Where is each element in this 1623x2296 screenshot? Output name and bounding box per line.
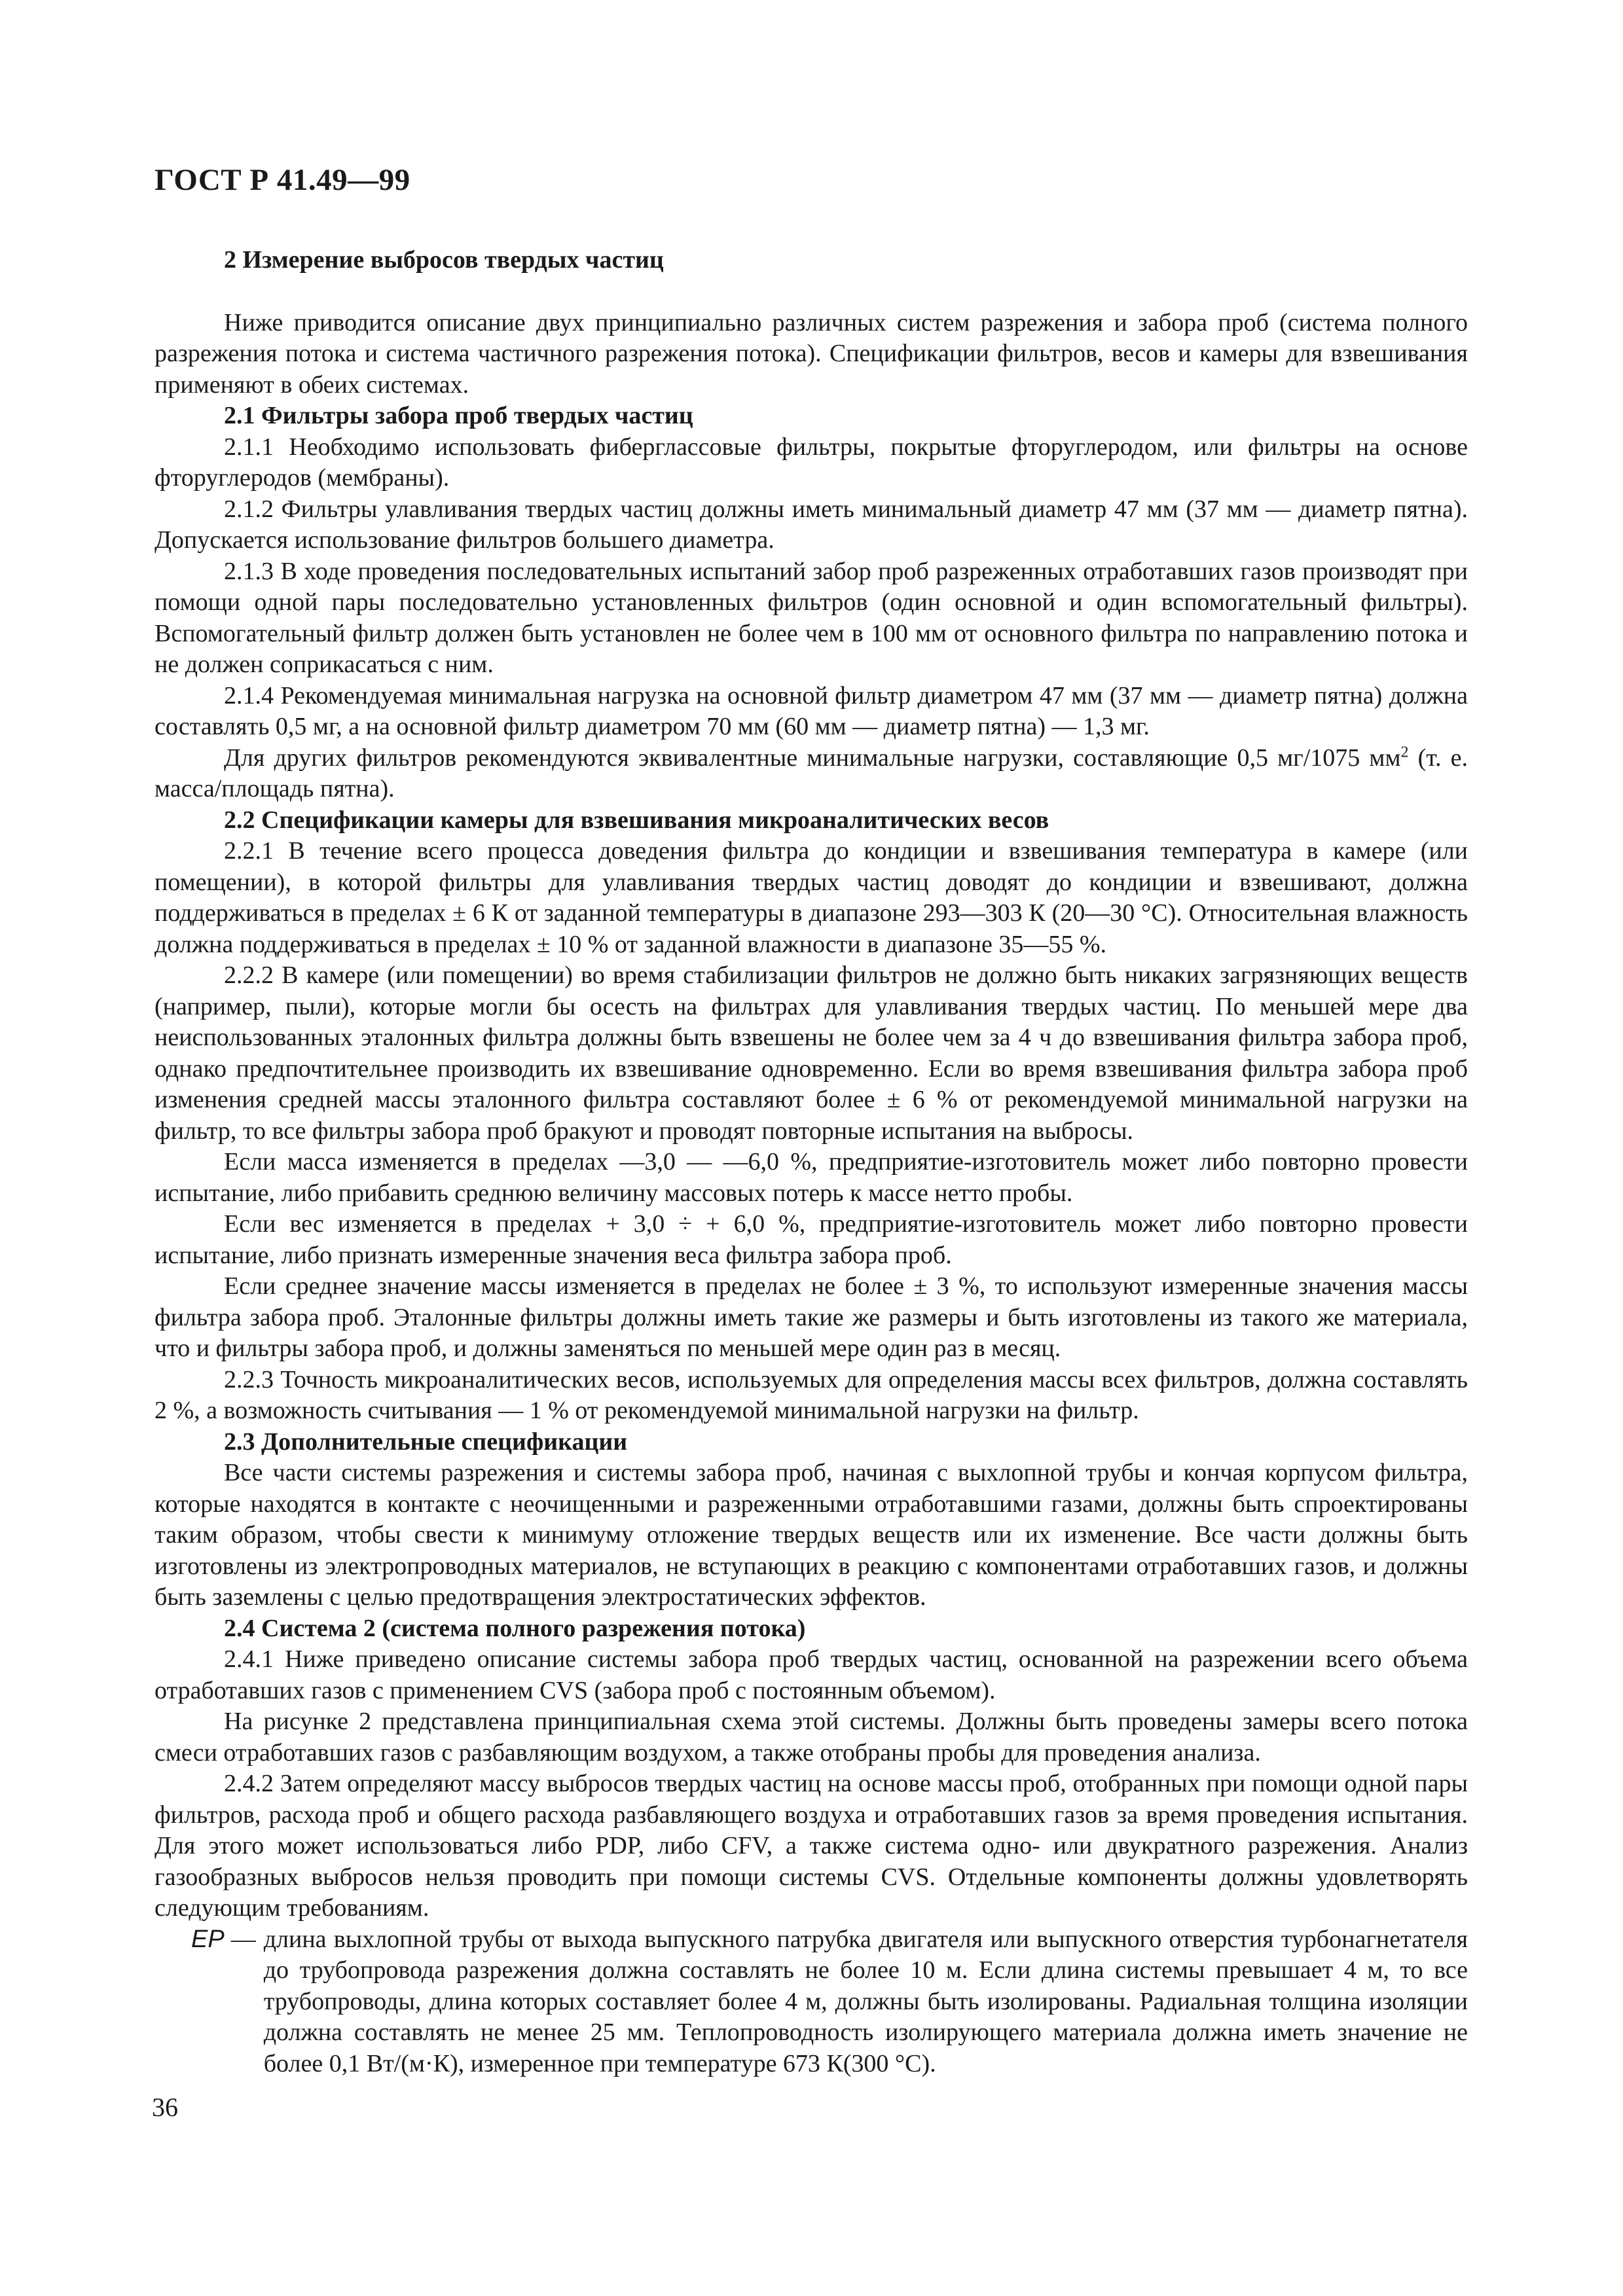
paragraph-other-filters (155, 743, 1468, 805)
subsection-title-2-1: 2.1 Фильтры забора проб твердых частиц (224, 402, 693, 429)
paragraph-average-mass: Если среднее значение массы изменяется в пределах не более ± 3 %, то используют измеренные значения массы фильтра забора проб. Эталонные фильтры должны иметь такие же размеры и быть изготовлены из такого же материала, что и фильтры забора проб, и должны заменяться по меньшей мере один раз в месяц. (155, 1272, 1468, 1362)
paragraph-2-1-4: 2.1.4 Рекомендуемая минимальная нагрузка на основной фильтр диаметром 47 мм (37 мм — диаметр пятна) должна составлять 0,5 мг, а на основной фильтр диаметром 70 мм (60 мм — диаметр пятна) — 1,3 мг. (155, 681, 1468, 740)
paragraph-weight-change: Если вес изменяется в пределах + 3,0 ÷ + 6,0 %, предприятие-изготовитель может либо повторно провести испытание, либо признать измеренные значения веса фильтра забора проб. (155, 1210, 1468, 1269)
paragraph-2-3: Все части системы разрежения и системы забора проб, начиная с выхлопной трубы и кончая корпусом фильтра, которые находятся в контакте с неочищенными и разреженными отработавшими газами, должны быть спроектированы таким образом, чтобы свести к минимуму отложение твердых веществ или их изменение. Все части должны быть изготовлены из электропроводных материалов, не вступающих в реакцию с компонентами отработавших газов, и должны быть заземлены с целью предотвращения электростатических эффектов. (155, 1459, 1468, 1611)
ep-definition (155, 1924, 1468, 2080)
paragraph-mass-change: Если масса изменяется в пределах —3,0 — —6,0 %, предприятие-изготовитель может либо повторно провести испытание, либо прибавить среднюю величину массовых потерь к массе нетто пробы. (155, 1148, 1468, 1207)
paragraph-2-2-1: 2.2.1 В течение всего процесса доведения фильтра до кондиции и взвешивания температура в камере (или помещении), в которой фильтры для улавливания твердых частиц доводят до кондиции и взвешивают, должна поддерживаться в пределах ± 6 К от заданной температуры в диапазоне 293—303 К (20—30 °С). Относительная влажность должна поддерживаться в пределах ± 10 % от заданной влажности в диапазоне 35—55 %. (155, 837, 1468, 958)
subsection-title-2-3: 2.3 Дополнительные спецификации (224, 1427, 628, 1456)
document-header: ГОСТ Р 41.49—99 (155, 163, 410, 197)
paragraph-2-2-2: 2.2.2 В камере (или помещении) во время стабилизации фильтров не должно быть никаких загрязняющих веществ (например, пыли), которые могли бы осесть на фильтрах для улавливания твердых частиц. По меньшей мере два неиспользованных эталонных фильтра должны быть взвешены не более чем за 4 ч до взвешивания фильтра забора проб, однако предпочтительнее производить их взвешивание одновременно. Если во время взвешивания фильтра забора проб изменения средней массы эталонного фильтра составляют более ± 6 % от рекомендуемой минимальной нагрузки на фильтр, то все фильтры забора проб бракуют и проводят повторные испытания на выбросы. (155, 961, 1468, 1145)
document-body (155, 245, 1468, 2079)
page-number: 36 (152, 2092, 178, 2122)
subsection-title-2-2: 2.2 Спецификации камеры для взвешивания микроаналитических весов (224, 806, 1049, 834)
ep-term: EP (191, 1925, 225, 1953)
paragraph-2-4-2: 2.4.2 Затем определяют массу выбросов твердых частиц на основе массы проб, отобранных при помощи одной пары фильтров, расхода проб и общего расхода разбавляющего воздуха и отработавших газов за время проведения испытания. Для этого может использоваться либо PDP, либо CFV, а также система одно- или двукратного разрежения. Анализ газообразных выбросов нельзя проводить при помощи системы CVS. Отдельные компоненты должны удовлетворять следующим требованиям. (155, 1770, 1468, 1922)
intro-paragraph: Ниже приводится описание двух принципиально различных систем разрежения и забора проб (система полного разрежения потока и система частичного разрежения потока). Спецификации фильтров, весов и камеры для взвешивания применяют в обеих системах. (155, 308, 1468, 399)
paragraph-2-1-2: 2.1.2 Фильтры улавливания твердых частиц должны иметь минимальный диаметр 47 мм (37 мм — диаметр пятна). Допускается использование фильтров большего диаметра. (155, 495, 1468, 554)
ep-dash: — (230, 1925, 256, 1953)
paragraph-figure-2: На рисунке 2 представлена принципиальная схема этой системы. Должны быть проведены замеры всего потока смеси отработавших газов с разбавляющим воздухом, а также отобраны пробы для проведения анализа. (155, 1708, 1468, 1767)
superscript-2: 2 (1400, 743, 1409, 761)
paragraph-2-1-3: 2.1.3 В ходе проведения последовательных испытаний забор проб разреженных отработавших газов производят при помощи одной пары последовательно установленных фильтров (один основной и один вспомогательный фильтры). Вспомогательный фильтр должен быть установлен не более чем в 100 мм от основного фильтра по направлению потока и не должен соприкасаться с ним. (155, 557, 1468, 678)
paragraph-2-1-1: 2.1.1 Необходимо использовать фиберглассовые фильтры, покрытые фторуглеродом, или фильтры на основе фторуглеродов (мембраны). (155, 433, 1468, 492)
paragraph-2-4-1: 2.4.1 Ниже приведено описание системы забора проб твердых частиц, основанной на разрежении всего объема отработавших газов с применением CVS (забора проб с постоянным объемом). (155, 1645, 1468, 1704)
section-title: 2 Измерение выбросов твердых частиц (224, 246, 664, 274)
subsection-title-2-4: 2.4 Система 2 (система полного разрежения потока) (224, 1614, 806, 1642)
paragraph-2-2-3: 2.2.3 Точность микроаналитических весов, используемых для определения массы всех фильтров, должна составлять 2 %, а возможность считывания — 1 % от рекомендуемой минимальной нагрузки на фильтр. (155, 1365, 1468, 1424)
ep-text: длина выхлопной трубы от выхода выпускного патрубка двигателя или выпускного отверстия турбонагнетателя до трубопровода разрежения должна составлять не более 10 м. Если длина системы превышает 4 м, то все трубопроводы, длина которых составляет более 4 м, должны быть изолированы. Радиальная толщина изоляции должна составлять не менее 25 мм. Теплопроводность изолирующего материала должна иметь значение не более 0,1 Вт/(м·К), измеренное при температуре 673 К(300 °С). (263, 1925, 1468, 2077)
other-filters-tail: (т. е. масса/площадь пятна). (155, 744, 1468, 802)
other-filters-text: Для других фильтров рекомендуются эквивалентные минимальные нагрузки, составляющие 0,5 мг/1075 мм (224, 744, 1401, 772)
